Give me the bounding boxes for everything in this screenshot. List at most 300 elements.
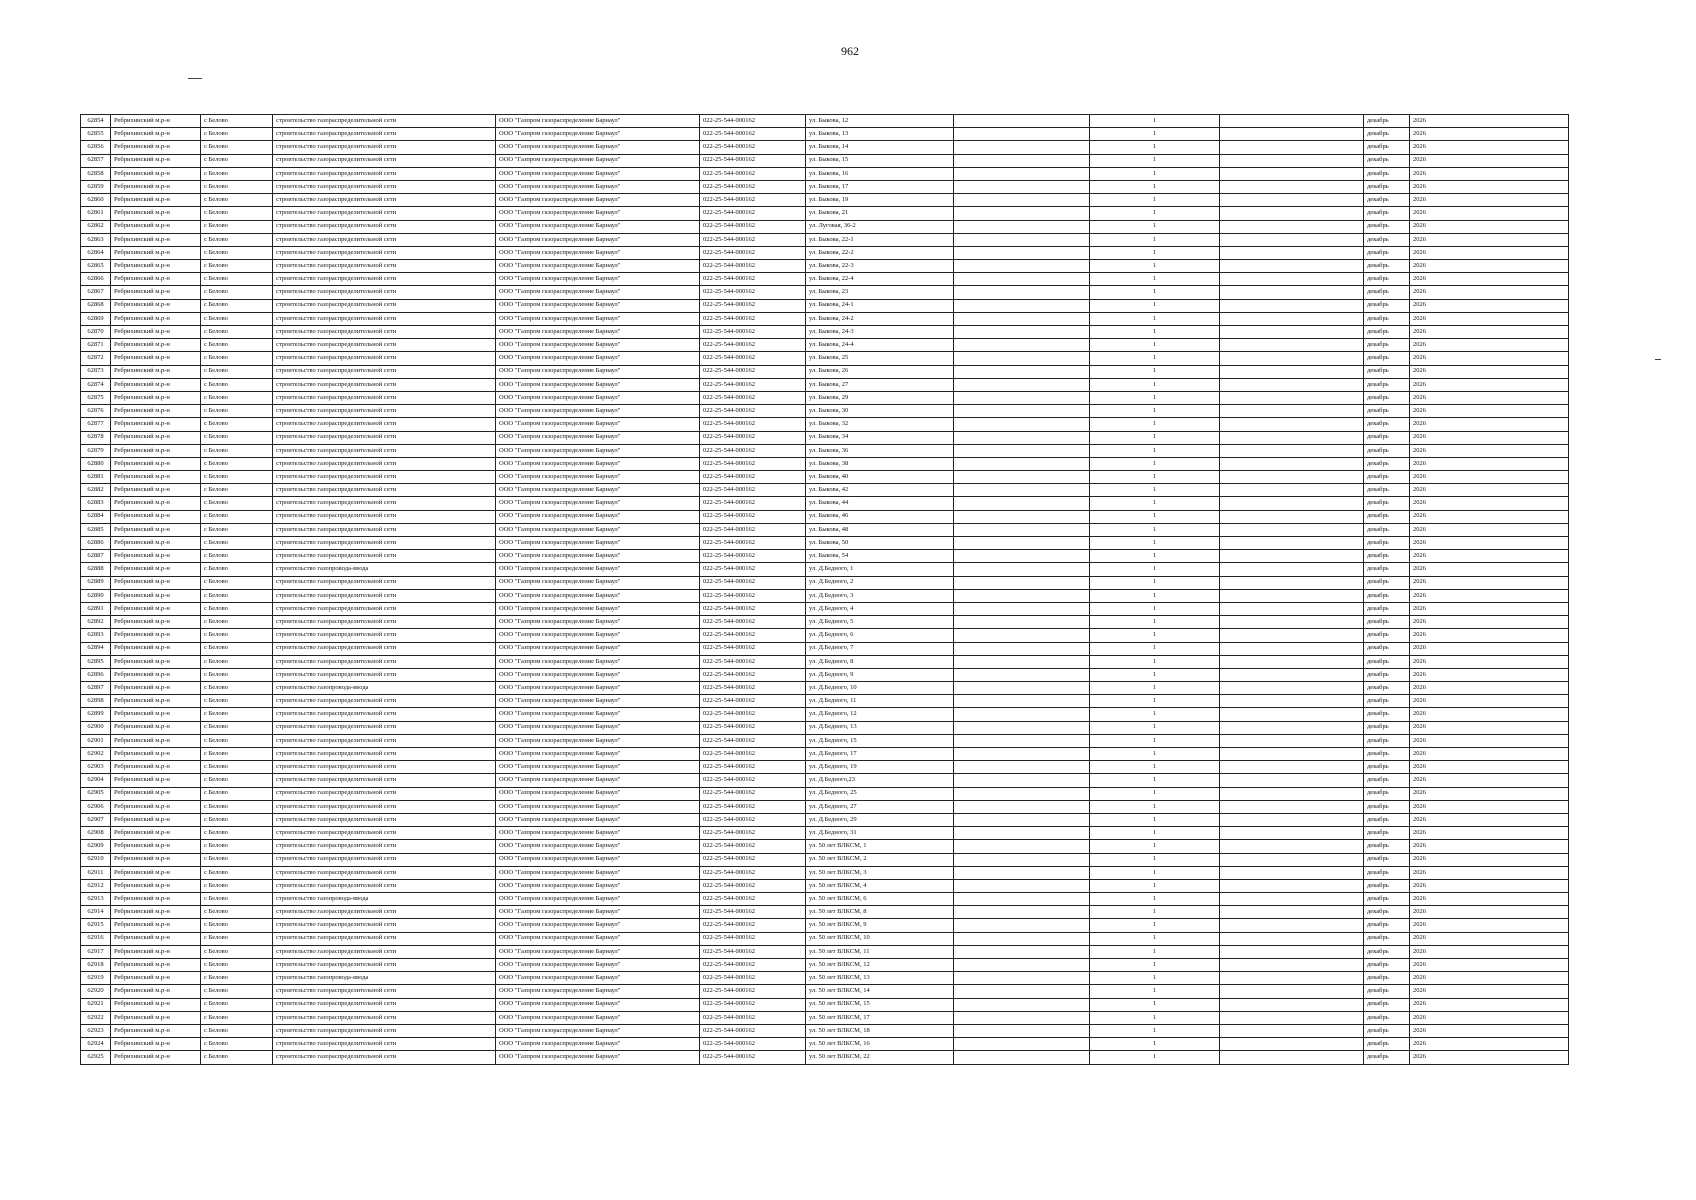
cell-organization: ООО "Газпром газораспределение Барнаул" bbox=[496, 959, 700, 972]
cell-extra bbox=[1220, 840, 1364, 853]
cell-registry-number: 022-25-544-000162 bbox=[700, 365, 806, 378]
cell-month: декабрь bbox=[1364, 194, 1410, 207]
cell-organization: ООО "Газпром газораспределение Барнаул" bbox=[496, 616, 700, 629]
cell-month: декабрь bbox=[1364, 945, 1410, 958]
cell-registry-number: 022-25-544-000162 bbox=[700, 1011, 806, 1024]
cell-extra bbox=[1220, 194, 1364, 207]
cell-row-number: 62911 bbox=[81, 866, 111, 879]
cell-extra bbox=[1220, 853, 1364, 866]
cell-row-number: 62866 bbox=[81, 273, 111, 286]
cell-quantity: 1 bbox=[1090, 906, 1220, 919]
cell-month: декабрь bbox=[1364, 893, 1410, 906]
cell-address: ул. 50 лет ВЛКСМ, 3 bbox=[806, 866, 954, 879]
table-row bbox=[81, 431, 1569, 444]
cell-address: ул. Д.Бедного, 31 bbox=[806, 827, 954, 840]
cell-organization: ООО "Газпром газораспределение Барнаул" bbox=[496, 655, 700, 668]
cell-year: 2026 bbox=[1410, 774, 1569, 787]
cell-note bbox=[954, 932, 1090, 945]
table-row bbox=[81, 919, 1569, 932]
cell-organization: ООО "Газпром газораспределение Барнаул" bbox=[496, 194, 700, 207]
cell-address: ул. Быкова, 16 bbox=[806, 167, 954, 180]
cell-quantity: 1 bbox=[1090, 563, 1220, 576]
cell-year: 2026 bbox=[1410, 616, 1569, 629]
cell-organization: ООО "Газпром газораспределение Барнаул" bbox=[496, 115, 700, 128]
cell-work-type: строительство газораспределительной сети bbox=[273, 708, 496, 721]
cell-row-number: 62899 bbox=[81, 708, 111, 721]
table-row bbox=[81, 1011, 1569, 1024]
cell-quantity: 1 bbox=[1090, 339, 1220, 352]
cell-work-type: строительство газораспределительной сети bbox=[273, 444, 496, 457]
scan-mark-right bbox=[1655, 359, 1661, 360]
cell-month: декабрь bbox=[1364, 339, 1410, 352]
cell-registry-number: 022-25-544-000162 bbox=[700, 629, 806, 642]
cell-year: 2026 bbox=[1410, 273, 1569, 286]
cell-quantity: 1 bbox=[1090, 167, 1220, 180]
cell-row-number: 62892 bbox=[81, 616, 111, 629]
cell-month: декабрь bbox=[1364, 563, 1410, 576]
cell-registry-number: 022-25-544-000162 bbox=[700, 523, 806, 536]
cell-extra bbox=[1220, 721, 1364, 734]
cell-note bbox=[954, 326, 1090, 339]
cell-district: Ребрихинский м.р-н bbox=[111, 945, 201, 958]
cell-district: Ребрихинский м.р-н bbox=[111, 471, 201, 484]
cell-month: декабрь bbox=[1364, 167, 1410, 180]
cell-row-number: 62907 bbox=[81, 813, 111, 826]
cell-district: Ребрихинский м.р-н bbox=[111, 167, 201, 180]
table-row bbox=[81, 813, 1569, 826]
cell-note bbox=[954, 616, 1090, 629]
cell-address: ул. Быкова, 32 bbox=[806, 418, 954, 431]
cell-address: ул. Быкова, 50 bbox=[806, 537, 954, 550]
cell-organization: ООО "Газпром газораспределение Барнаул" bbox=[496, 800, 700, 813]
cell-year: 2026 bbox=[1410, 352, 1569, 365]
table-row bbox=[81, 233, 1569, 246]
cell-month: декабрь bbox=[1364, 233, 1410, 246]
cell-row-number: 62908 bbox=[81, 827, 111, 840]
cell-extra bbox=[1220, 800, 1364, 813]
cell-registry-number: 022-25-544-000162 bbox=[700, 576, 806, 589]
cell-month: декабрь bbox=[1364, 748, 1410, 761]
cell-address: ул. 50 лет ВЛКСМ, 4 bbox=[806, 879, 954, 892]
cell-work-type: строительство газораспределительной сети bbox=[273, 761, 496, 774]
cell-year: 2026 bbox=[1410, 972, 1569, 985]
cell-note bbox=[954, 233, 1090, 246]
cell-extra bbox=[1220, 260, 1364, 273]
cell-work-type: строительство газораспределительной сети bbox=[273, 180, 496, 193]
cell-address: ул. Луговая, 36-2 bbox=[806, 220, 954, 233]
table-row bbox=[81, 352, 1569, 365]
cell-organization: ООО "Газпром газораспределение Барнаул" bbox=[496, 326, 700, 339]
cell-address: ул. Быкова, 13 bbox=[806, 128, 954, 141]
cell-address: ул. Быкова, 54 bbox=[806, 550, 954, 563]
cell-address: ул. Д.Бедного, 1 bbox=[806, 563, 954, 576]
cell-quantity: 1 bbox=[1090, 576, 1220, 589]
cell-year: 2026 bbox=[1410, 457, 1569, 470]
cell-note bbox=[954, 471, 1090, 484]
cell-row-number: 62909 bbox=[81, 840, 111, 853]
cell-address: ул. Быкова, 34 bbox=[806, 431, 954, 444]
cell-organization: ООО "Газпром газораспределение Барнаул" bbox=[496, 1011, 700, 1024]
cell-year: 2026 bbox=[1410, 629, 1569, 642]
cell-district: Ребрихинский м.р-н bbox=[111, 378, 201, 391]
table-row bbox=[81, 734, 1569, 747]
cell-work-type: строительство газораспределительной сети bbox=[273, 418, 496, 431]
cell-quantity: 1 bbox=[1090, 207, 1220, 220]
cell-extra bbox=[1220, 972, 1364, 985]
cell-registry-number: 022-25-544-000162 bbox=[700, 655, 806, 668]
cell-organization: ООО "Газпром газораспределение Барнаул" bbox=[496, 405, 700, 418]
cell-row-number: 62878 bbox=[81, 431, 111, 444]
cell-address: ул. Быкова, 21 bbox=[806, 207, 954, 220]
cell-address: ул. Быкова, 44 bbox=[806, 497, 954, 510]
table-row bbox=[81, 879, 1569, 892]
cell-organization: ООО "Газпром газораспределение Барнаул" bbox=[496, 919, 700, 932]
cell-registry-number: 022-25-544-000162 bbox=[700, 919, 806, 932]
cell-extra bbox=[1220, 457, 1364, 470]
cell-row-number: 62855 bbox=[81, 128, 111, 141]
cell-work-type: строительство газораспределительной сети bbox=[273, 959, 496, 972]
cell-extra bbox=[1220, 167, 1364, 180]
cell-month: декабрь bbox=[1364, 629, 1410, 642]
cell-district: Ребрихинский м.р-н bbox=[111, 141, 201, 154]
cell-year: 2026 bbox=[1410, 879, 1569, 892]
cell-district: Ребрихинский м.р-н bbox=[111, 853, 201, 866]
cell-district: Ребрихинский м.р-н bbox=[111, 734, 201, 747]
cell-work-type: строительство газораспределительной сети bbox=[273, 484, 496, 497]
table-row bbox=[81, 550, 1569, 563]
cell-address: ул. 50 лет ВЛКСМ, 15 bbox=[806, 998, 954, 1011]
cell-district: Ребрихинский м.р-н bbox=[111, 391, 201, 404]
cell-month: декабрь bbox=[1364, 220, 1410, 233]
cell-quantity: 1 bbox=[1090, 655, 1220, 668]
cell-address: ул. Д.Бедного,23 bbox=[806, 774, 954, 787]
cell-work-type: строительство газораспределительной сети bbox=[273, 853, 496, 866]
cell-registry-number: 022-25-544-000162 bbox=[700, 405, 806, 418]
cell-quantity: 1 bbox=[1090, 260, 1220, 273]
table-row bbox=[81, 128, 1569, 141]
cell-row-number: 62867 bbox=[81, 286, 111, 299]
cell-settlement: с Белово bbox=[201, 312, 273, 325]
cell-organization: ООО "Газпром газораспределение Барнаул" bbox=[496, 391, 700, 404]
cell-extra bbox=[1220, 312, 1364, 325]
cell-work-type: строительство газораспределительной сети bbox=[273, 932, 496, 945]
cell-work-type: строительство газораспределительной сети bbox=[273, 589, 496, 602]
cell-settlement: с Белово bbox=[201, 154, 273, 167]
cell-settlement: с Белово bbox=[201, 352, 273, 365]
cell-month: декабрь bbox=[1364, 668, 1410, 681]
cell-year: 2026 bbox=[1410, 484, 1569, 497]
table-row bbox=[81, 365, 1569, 378]
cell-work-type: строительство газораспределительной сети bbox=[273, 695, 496, 708]
cell-organization: ООО "Газпром газораспределение Барнаул" bbox=[496, 246, 700, 259]
cell-settlement: с Белово bbox=[201, 167, 273, 180]
cell-registry-number: 022-25-544-000162 bbox=[700, 1051, 806, 1064]
cell-note bbox=[954, 642, 1090, 655]
cell-work-type: строительство газораспределительной сети bbox=[273, 774, 496, 787]
cell-note bbox=[954, 721, 1090, 734]
cell-month: декабрь bbox=[1364, 523, 1410, 536]
cell-work-type: строительство газораспределительной сети bbox=[273, 312, 496, 325]
cell-settlement: с Белово bbox=[201, 128, 273, 141]
cell-settlement: с Белово bbox=[201, 1011, 273, 1024]
cell-organization: ООО "Газпром газораспределение Барнаул" bbox=[496, 563, 700, 576]
cell-settlement: с Белово bbox=[201, 1024, 273, 1037]
cell-quantity: 1 bbox=[1090, 444, 1220, 457]
cell-work-type: строительство газораспределительной сети bbox=[273, 339, 496, 352]
cell-work-type: строительство газораспределительной сети bbox=[273, 866, 496, 879]
cell-organization: ООО "Газпром газораспределение Барнаул" bbox=[496, 180, 700, 193]
cell-extra bbox=[1220, 431, 1364, 444]
cell-month: декабрь bbox=[1364, 326, 1410, 339]
table-row bbox=[81, 444, 1569, 457]
cell-note bbox=[954, 391, 1090, 404]
cell-note bbox=[954, 180, 1090, 193]
table-row bbox=[81, 115, 1569, 128]
table-row bbox=[81, 194, 1569, 207]
cell-extra bbox=[1220, 523, 1364, 536]
cell-year: 2026 bbox=[1410, 893, 1569, 906]
cell-month: декабрь bbox=[1364, 391, 1410, 404]
cell-district: Ребрихинский м.р-н bbox=[111, 761, 201, 774]
cell-extra bbox=[1220, 273, 1364, 286]
cell-district: Ребрихинский м.р-н bbox=[111, 708, 201, 721]
cell-district: Ребрихинский м.р-н bbox=[111, 1051, 201, 1064]
cell-settlement: с Белово bbox=[201, 141, 273, 154]
cell-year: 2026 bbox=[1410, 471, 1569, 484]
cell-note bbox=[954, 682, 1090, 695]
cell-address: ул. Д.Бедного, 8 bbox=[806, 655, 954, 668]
cell-registry-number: 022-25-544-000162 bbox=[700, 537, 806, 550]
cell-quantity: 1 bbox=[1090, 550, 1220, 563]
cell-organization: ООО "Газпром газораспределение Барнаул" bbox=[496, 1051, 700, 1064]
cell-quantity: 1 bbox=[1090, 273, 1220, 286]
cell-extra bbox=[1220, 642, 1364, 655]
cell-work-type: строительство газораспределительной сети bbox=[273, 405, 496, 418]
cell-row-number: 62860 bbox=[81, 194, 111, 207]
cell-address: ул. Д.Бедного, 2 bbox=[806, 576, 954, 589]
cell-row-number: 62900 bbox=[81, 721, 111, 734]
cell-quantity: 1 bbox=[1090, 893, 1220, 906]
cell-year: 2026 bbox=[1410, 866, 1569, 879]
cell-settlement: с Белово bbox=[201, 589, 273, 602]
cell-district: Ребрихинский м.р-н bbox=[111, 207, 201, 220]
cell-organization: ООО "Газпром газораспределение Барнаул" bbox=[496, 998, 700, 1011]
cell-registry-number: 022-25-544-000162 bbox=[700, 154, 806, 167]
cell-month: декабрь bbox=[1364, 576, 1410, 589]
cell-address: ул. Д.Бедного, 11 bbox=[806, 695, 954, 708]
cell-address: ул. Быкова, 26 bbox=[806, 365, 954, 378]
cell-quantity: 1 bbox=[1090, 378, 1220, 391]
cell-quantity: 1 bbox=[1090, 668, 1220, 681]
cell-work-type: строительство газораспределительной сети bbox=[273, 945, 496, 958]
cell-settlement: с Белово bbox=[201, 906, 273, 919]
cell-organization: ООО "Газпром газораспределение Барнаул" bbox=[496, 154, 700, 167]
cell-organization: ООО "Газпром газораспределение Барнаул" bbox=[496, 813, 700, 826]
cell-registry-number: 022-25-544-000162 bbox=[700, 893, 806, 906]
table-row bbox=[81, 537, 1569, 550]
cell-quantity: 1 bbox=[1090, 510, 1220, 523]
cell-extra bbox=[1220, 774, 1364, 787]
cell-quantity: 1 bbox=[1090, 972, 1220, 985]
cell-district: Ребрихинский м.р-н bbox=[111, 405, 201, 418]
cell-registry-number: 022-25-544-000162 bbox=[700, 326, 806, 339]
cell-registry-number: 022-25-544-000162 bbox=[700, 1024, 806, 1037]
cell-note bbox=[954, 550, 1090, 563]
cell-month: декабрь bbox=[1364, 616, 1410, 629]
table-row bbox=[81, 457, 1569, 470]
cell-month: декабрь bbox=[1364, 550, 1410, 563]
cell-organization: ООО "Газпром газораспределение Барнаул" bbox=[496, 286, 700, 299]
cell-extra bbox=[1220, 576, 1364, 589]
cell-registry-number: 022-25-544-000162 bbox=[700, 695, 806, 708]
cell-work-type: строительство газораспределительной сети bbox=[273, 734, 496, 747]
cell-year: 2026 bbox=[1410, 589, 1569, 602]
cell-organization: ООО "Газпром газораспределение Барнаул" bbox=[496, 682, 700, 695]
cell-extra bbox=[1220, 378, 1364, 391]
cell-work-type: строительство газораспределительной сети bbox=[273, 879, 496, 892]
cell-year: 2026 bbox=[1410, 959, 1569, 972]
cell-district: Ребрихинский м.р-н bbox=[111, 457, 201, 470]
cell-quantity: 1 bbox=[1090, 932, 1220, 945]
cell-row-number: 62922 bbox=[81, 1011, 111, 1024]
cell-registry-number: 022-25-544-000162 bbox=[700, 1038, 806, 1051]
cell-registry-number: 022-25-544-000162 bbox=[700, 194, 806, 207]
cell-quantity: 1 bbox=[1090, 813, 1220, 826]
cell-quantity: 1 bbox=[1090, 787, 1220, 800]
cell-organization: ООО "Газпром газораспределение Барнаул" bbox=[496, 550, 700, 563]
cell-registry-number: 022-25-544-000162 bbox=[700, 352, 806, 365]
cell-month: декабрь bbox=[1364, 497, 1410, 510]
cell-work-type: строительство газораспределительной сети bbox=[273, 378, 496, 391]
cell-row-number: 62879 bbox=[81, 444, 111, 457]
cell-district: Ребрихинский м.р-н bbox=[111, 589, 201, 602]
cell-month: декабрь bbox=[1364, 431, 1410, 444]
cell-work-type: строительство газораспределительной сети bbox=[273, 273, 496, 286]
cell-work-type: строительство газораспределительной сети bbox=[273, 391, 496, 404]
cell-address: ул. Быкова, 15 bbox=[806, 154, 954, 167]
cell-row-number: 62874 bbox=[81, 378, 111, 391]
cell-organization: ООО "Газпром газораспределение Барнаул" bbox=[496, 352, 700, 365]
cell-address: ул. Д.Бедного, 17 bbox=[806, 748, 954, 761]
cell-quantity: 1 bbox=[1090, 748, 1220, 761]
cell-row-number: 62889 bbox=[81, 576, 111, 589]
table-row bbox=[81, 141, 1569, 154]
cell-year: 2026 bbox=[1410, 339, 1569, 352]
cell-note bbox=[954, 378, 1090, 391]
cell-settlement: с Белово bbox=[201, 840, 273, 853]
cell-year: 2026 bbox=[1410, 576, 1569, 589]
cell-quantity: 1 bbox=[1090, 629, 1220, 642]
cell-month: декабрь bbox=[1364, 602, 1410, 615]
cell-extra bbox=[1220, 537, 1364, 550]
cell-district: Ребрихинский м.р-н bbox=[111, 1024, 201, 1037]
cell-extra bbox=[1220, 497, 1364, 510]
cell-row-number: 62921 bbox=[81, 998, 111, 1011]
cell-work-type: строительство газораспределительной сети bbox=[273, 523, 496, 536]
cell-year: 2026 bbox=[1410, 827, 1569, 840]
cell-district: Ребрихинский м.р-н bbox=[111, 312, 201, 325]
cell-settlement: с Белово bbox=[201, 959, 273, 972]
cell-registry-number: 022-25-544-000162 bbox=[700, 273, 806, 286]
cell-month: декабрь bbox=[1364, 418, 1410, 431]
cell-address: ул. Д.Бедного, 9 bbox=[806, 668, 954, 681]
cell-month: декабрь bbox=[1364, 919, 1410, 932]
cell-address: ул. Быкова, 22-4 bbox=[806, 273, 954, 286]
cell-settlement: с Белово bbox=[201, 787, 273, 800]
table-row bbox=[81, 180, 1569, 193]
table-row bbox=[81, 853, 1569, 866]
cell-year: 2026 bbox=[1410, 246, 1569, 259]
cell-registry-number: 022-25-544-000162 bbox=[700, 418, 806, 431]
cell-registry-number: 022-25-544-000162 bbox=[700, 141, 806, 154]
cell-district: Ребрихинский м.р-н bbox=[111, 998, 201, 1011]
cell-note bbox=[954, 866, 1090, 879]
cell-address: ул. Д.Бедного, 4 bbox=[806, 602, 954, 615]
cell-extra bbox=[1220, 1051, 1364, 1064]
cell-organization: ООО "Газпром газораспределение Барнаул" bbox=[496, 853, 700, 866]
cell-district: Ребрихинский м.р-н bbox=[111, 273, 201, 286]
cell-year: 2026 bbox=[1410, 431, 1569, 444]
cell-quantity: 1 bbox=[1090, 708, 1220, 721]
cell-registry-number: 022-25-544-000162 bbox=[700, 312, 806, 325]
cell-month: декабрь bbox=[1364, 260, 1410, 273]
cell-note bbox=[954, 167, 1090, 180]
cell-address: ул. Быкова, 24-4 bbox=[806, 339, 954, 352]
cell-organization: ООО "Газпром газораспределение Барнаул" bbox=[496, 576, 700, 589]
cell-note bbox=[954, 959, 1090, 972]
cell-settlement: с Белово bbox=[201, 734, 273, 747]
cell-note bbox=[954, 906, 1090, 919]
cell-organization: ООО "Газпром газораспределение Барнаул" bbox=[496, 128, 700, 141]
cell-note bbox=[954, 286, 1090, 299]
cell-year: 2026 bbox=[1410, 563, 1569, 576]
cell-address: ул. Д.Бедного, 19 bbox=[806, 761, 954, 774]
cell-work-type: строительство газораспределительной сети bbox=[273, 655, 496, 668]
cell-year: 2026 bbox=[1410, 655, 1569, 668]
cell-district: Ребрихинский м.р-н bbox=[111, 879, 201, 892]
cell-year: 2026 bbox=[1410, 523, 1569, 536]
cell-work-type: строительство газораспределительной сети bbox=[273, 840, 496, 853]
cell-month: декабрь bbox=[1364, 840, 1410, 853]
cell-row-number: 62923 bbox=[81, 1024, 111, 1037]
cell-settlement: с Белово bbox=[201, 932, 273, 945]
cell-settlement: с Белово bbox=[201, 391, 273, 404]
cell-settlement: с Белово bbox=[201, 629, 273, 642]
cell-registry-number: 022-25-544-000162 bbox=[700, 932, 806, 945]
cell-organization: ООО "Газпром газораспределение Барнаул" bbox=[496, 220, 700, 233]
cell-work-type: строительство газораспределительной сети bbox=[273, 299, 496, 312]
cell-district: Ребрихинский м.р-н bbox=[111, 431, 201, 444]
cell-district: Ребрихинский м.р-н bbox=[111, 813, 201, 826]
cell-district: Ребрихинский м.р-н bbox=[111, 233, 201, 246]
cell-registry-number: 022-25-544-000162 bbox=[700, 708, 806, 721]
cell-note bbox=[954, 774, 1090, 787]
cell-organization: ООО "Газпром газораспределение Барнаул" bbox=[496, 260, 700, 273]
cell-row-number: 62904 bbox=[81, 774, 111, 787]
table-row bbox=[81, 708, 1569, 721]
cell-organization: ООО "Газпром газораспределение Барнаул" bbox=[496, 471, 700, 484]
cell-settlement: с Белово bbox=[201, 326, 273, 339]
cell-year: 2026 bbox=[1410, 668, 1569, 681]
cell-registry-number: 022-25-544-000162 bbox=[700, 787, 806, 800]
cell-district: Ребрихинский м.р-н bbox=[111, 985, 201, 998]
table-row bbox=[81, 748, 1569, 761]
cell-row-number: 62881 bbox=[81, 471, 111, 484]
cell-settlement: с Белово bbox=[201, 484, 273, 497]
cell-address: ул. Д.Бедного, 7 bbox=[806, 642, 954, 655]
cell-address: ул. Д.Бедного, 13 bbox=[806, 721, 954, 734]
cell-work-type: строительство газораспределительной сети bbox=[273, 906, 496, 919]
